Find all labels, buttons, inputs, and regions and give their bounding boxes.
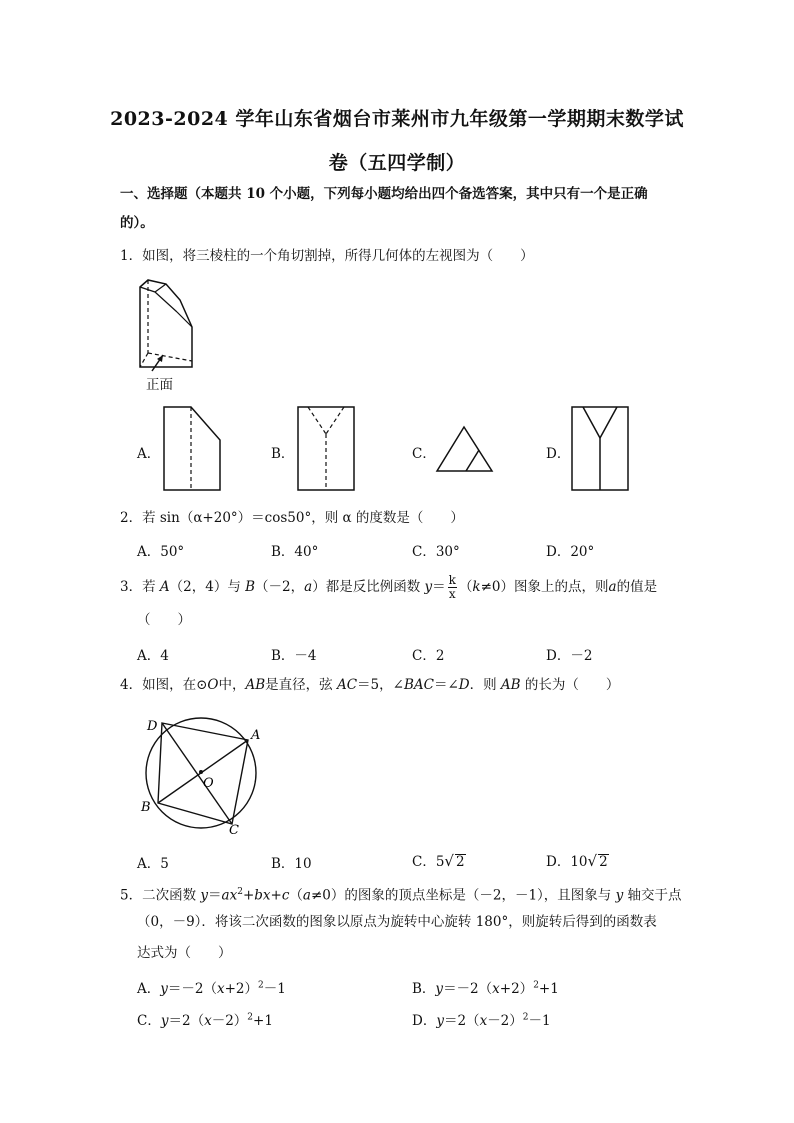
- q5-exponent: 2: [533, 980, 539, 991]
- q5-exponent: 2: [247, 1012, 254, 1023]
- question-1-option-a-label[interactable]: A．: [137, 446, 161, 462]
- q5-option-text: －1: [528, 1013, 551, 1029]
- q3-var-a: a: [608, 579, 617, 595]
- question-2-option-d[interactable]: D．20°: [546, 544, 595, 560]
- page-title-line1: 2023-2024 学年山东省烟台市莱州市九年级第一学期期末数学试: [110, 108, 684, 130]
- q3-point-a: A: [159, 579, 170, 595]
- q3-text: ＝: [432, 579, 446, 595]
- q3-text: （－2，: [255, 579, 305, 595]
- q5-var: x: [216, 981, 225, 997]
- q5-var: y: [160, 981, 168, 997]
- q4-segment-ab: AB: [500, 677, 521, 693]
- q3-var-k: k: [472, 579, 481, 595]
- q5-text: （: [289, 887, 303, 904]
- q5-option-text: D．: [412, 1013, 437, 1029]
- question-1-option-d-figure: [571, 406, 631, 492]
- question-3-option-b[interactable]: B．－4: [271, 648, 317, 664]
- question-2-option-a[interactable]: A．50°: [137, 544, 185, 560]
- q4-circle-o: O: [207, 677, 219, 693]
- q5-var: ax: [221, 887, 238, 904]
- q3-fraction-denominator: x: [448, 587, 456, 601]
- question-5-stem-line1: [120, 883, 682, 905]
- question-1-option-a-figure: [163, 406, 223, 492]
- q5-var: y: [160, 1013, 169, 1029]
- question-5-option-d[interactable]: [412, 1009, 551, 1029]
- question-5-option-a[interactable]: [137, 977, 286, 997]
- question-3-option-d[interactable]: D．－2: [546, 648, 593, 664]
- q4-text: ＝∠: [433, 677, 459, 693]
- q5-text: +: [270, 887, 282, 904]
- q5-option-text: －2）: [487, 1013, 523, 1029]
- q4-label-c: C: [229, 823, 239, 838]
- question-1-option-c-figure: [436, 426, 498, 474]
- q3-fraction-numerator: k: [448, 573, 456, 587]
- q4-option-d-text: D．10: [546, 854, 588, 870]
- q5-option-text: +2）: [224, 981, 259, 997]
- question-3-option-a[interactable]: A．4: [137, 648, 169, 664]
- question-4-option-a[interactable]: A．5: [137, 856, 169, 872]
- q4-text: 是直径，弦: [265, 677, 337, 693]
- q4-label-b: B: [141, 800, 151, 815]
- question-5-stem-line3: 达式为（ ）: [137, 945, 232, 961]
- q3-fraction: [448, 574, 457, 601]
- question-4-option-d[interactable]: D．10√ 2: [546, 852, 608, 870]
- q3-var-a: a: [304, 579, 313, 595]
- q5-var: y: [436, 1013, 444, 1029]
- question-5-option-c[interactable]: [137, 1009, 273, 1029]
- question-1-option-c-label[interactable]: C．: [412, 446, 436, 462]
- page-title-line2: 卷（五四学制）: [328, 152, 466, 174]
- q4-option-c-radicand: 2: [455, 854, 465, 870]
- q5-option-text: +1: [253, 1013, 273, 1029]
- question-2-option-b[interactable]: B．40°: [271, 544, 319, 560]
- question-1-prism-figure: [130, 275, 210, 375]
- question-5-stem-line2: （0，－9）．将该二次函数的图象以原点为旋转中心旋转 180°，则旋转后得到的函数表: [137, 914, 657, 930]
- q5-exponent: 2: [258, 980, 264, 991]
- question-3-stem-line2: （ ）: [137, 612, 191, 628]
- q3-text: 3．若: [120, 579, 160, 595]
- question-3-stem: [120, 574, 657, 601]
- q4-segment-ac: AC: [336, 677, 358, 693]
- q3-text: ≠0）图象上的点，则: [480, 579, 609, 595]
- question-1-stem: 1．如图，将三棱柱的一个角切割掉，所得几何体的左视图为（ ）: [120, 248, 534, 264]
- q5-var: x: [492, 981, 500, 997]
- q3-func-y: y: [424, 579, 433, 595]
- q4-text: 中，: [218, 677, 246, 693]
- question-4-stem: [120, 676, 619, 694]
- q5-var: c: [281, 887, 290, 904]
- section-header-line1: 一、选择题（本题共 10 个小题，下列每小题均给出四个备选答案，其中只有一个是正确: [120, 186, 648, 202]
- q5-var: y: [615, 887, 624, 904]
- q4-option-c-text: C．5: [412, 854, 445, 870]
- question-1-option-b-label[interactable]: B．: [271, 446, 295, 462]
- question-1-option-d-label[interactable]: D．: [546, 446, 571, 462]
- q5-option-text: B．: [412, 981, 436, 997]
- q5-option-text: C．: [137, 1013, 161, 1029]
- question-5-option-b[interactable]: [412, 977, 559, 997]
- q5-exponent: 2: [522, 1012, 529, 1023]
- q5-option-text: ＝－2（: [443, 981, 493, 997]
- question-2-option-c[interactable]: C．30°: [412, 544, 460, 560]
- q3-text: 的值是: [616, 579, 658, 595]
- q4-angle-bac: BAC: [403, 677, 434, 693]
- q5-var: bx: [254, 887, 271, 904]
- q4-text: ＝5，∠: [357, 677, 404, 693]
- q5-var: y: [435, 981, 444, 997]
- q5-exponent: 2: [237, 887, 243, 897]
- question-4-circle-figure: [135, 712, 265, 838]
- q5-option-text: A．: [137, 981, 161, 997]
- question-4-option-c[interactable]: C．5√ 2: [412, 852, 465, 870]
- q5-option-text: ＝2（: [168, 1013, 205, 1029]
- q4-text: 的长为（ ）: [520, 677, 620, 693]
- q5-option-text: －2）: [211, 1013, 248, 1029]
- q5-option-text: +2）: [499, 981, 534, 997]
- q5-option-text: ＝2（: [443, 1013, 480, 1029]
- q4-angle-d: D: [458, 677, 470, 693]
- question-2-stem: 2．若 sin（α+20°）＝cos50°，则 α 的度数是（ ）: [120, 510, 464, 526]
- q5-text: 5．二次函数: [120, 887, 201, 904]
- question-1-front-label: 正面: [146, 377, 173, 393]
- section-header-line2: 的）。: [120, 215, 154, 231]
- q3-point-b: B: [245, 579, 256, 595]
- q3-text: （2，4）与: [169, 579, 246, 595]
- q5-option-text: －1: [263, 981, 286, 997]
- q4-label-o: O: [203, 776, 214, 791]
- question-4-option-b[interactable]: B．10: [271, 856, 312, 872]
- q3-text: ）都是反比例函数: [312, 579, 425, 595]
- q4-label-d: D: [147, 719, 158, 734]
- q5-text: ＝: [208, 887, 222, 904]
- q4-segment-ab: AB: [245, 677, 266, 693]
- q5-var: y: [200, 887, 209, 904]
- question-1-option-b-figure: [297, 406, 357, 492]
- q3-text: （: [458, 579, 473, 595]
- q5-text: ≠0）的图象的顶点坐标是（－2，－1），且图象与: [310, 887, 616, 904]
- q5-option-text: +1: [538, 981, 559, 997]
- question-3-option-c[interactable]: C．2: [412, 648, 445, 664]
- q4-label-a: A: [251, 728, 261, 743]
- q5-var: x: [479, 1013, 488, 1029]
- q5-text: +: [242, 887, 255, 904]
- q5-option-text: ＝－2（: [167, 981, 217, 997]
- q5-var: a: [302, 887, 311, 904]
- q4-text: 4．如图，在⊙: [120, 677, 208, 693]
- q4-option-d-radicand: 2: [599, 854, 608, 870]
- q4-text: ．则: [469, 677, 501, 693]
- q5-var: x: [204, 1013, 212, 1029]
- q5-text: 轴交于点: [623, 887, 682, 904]
